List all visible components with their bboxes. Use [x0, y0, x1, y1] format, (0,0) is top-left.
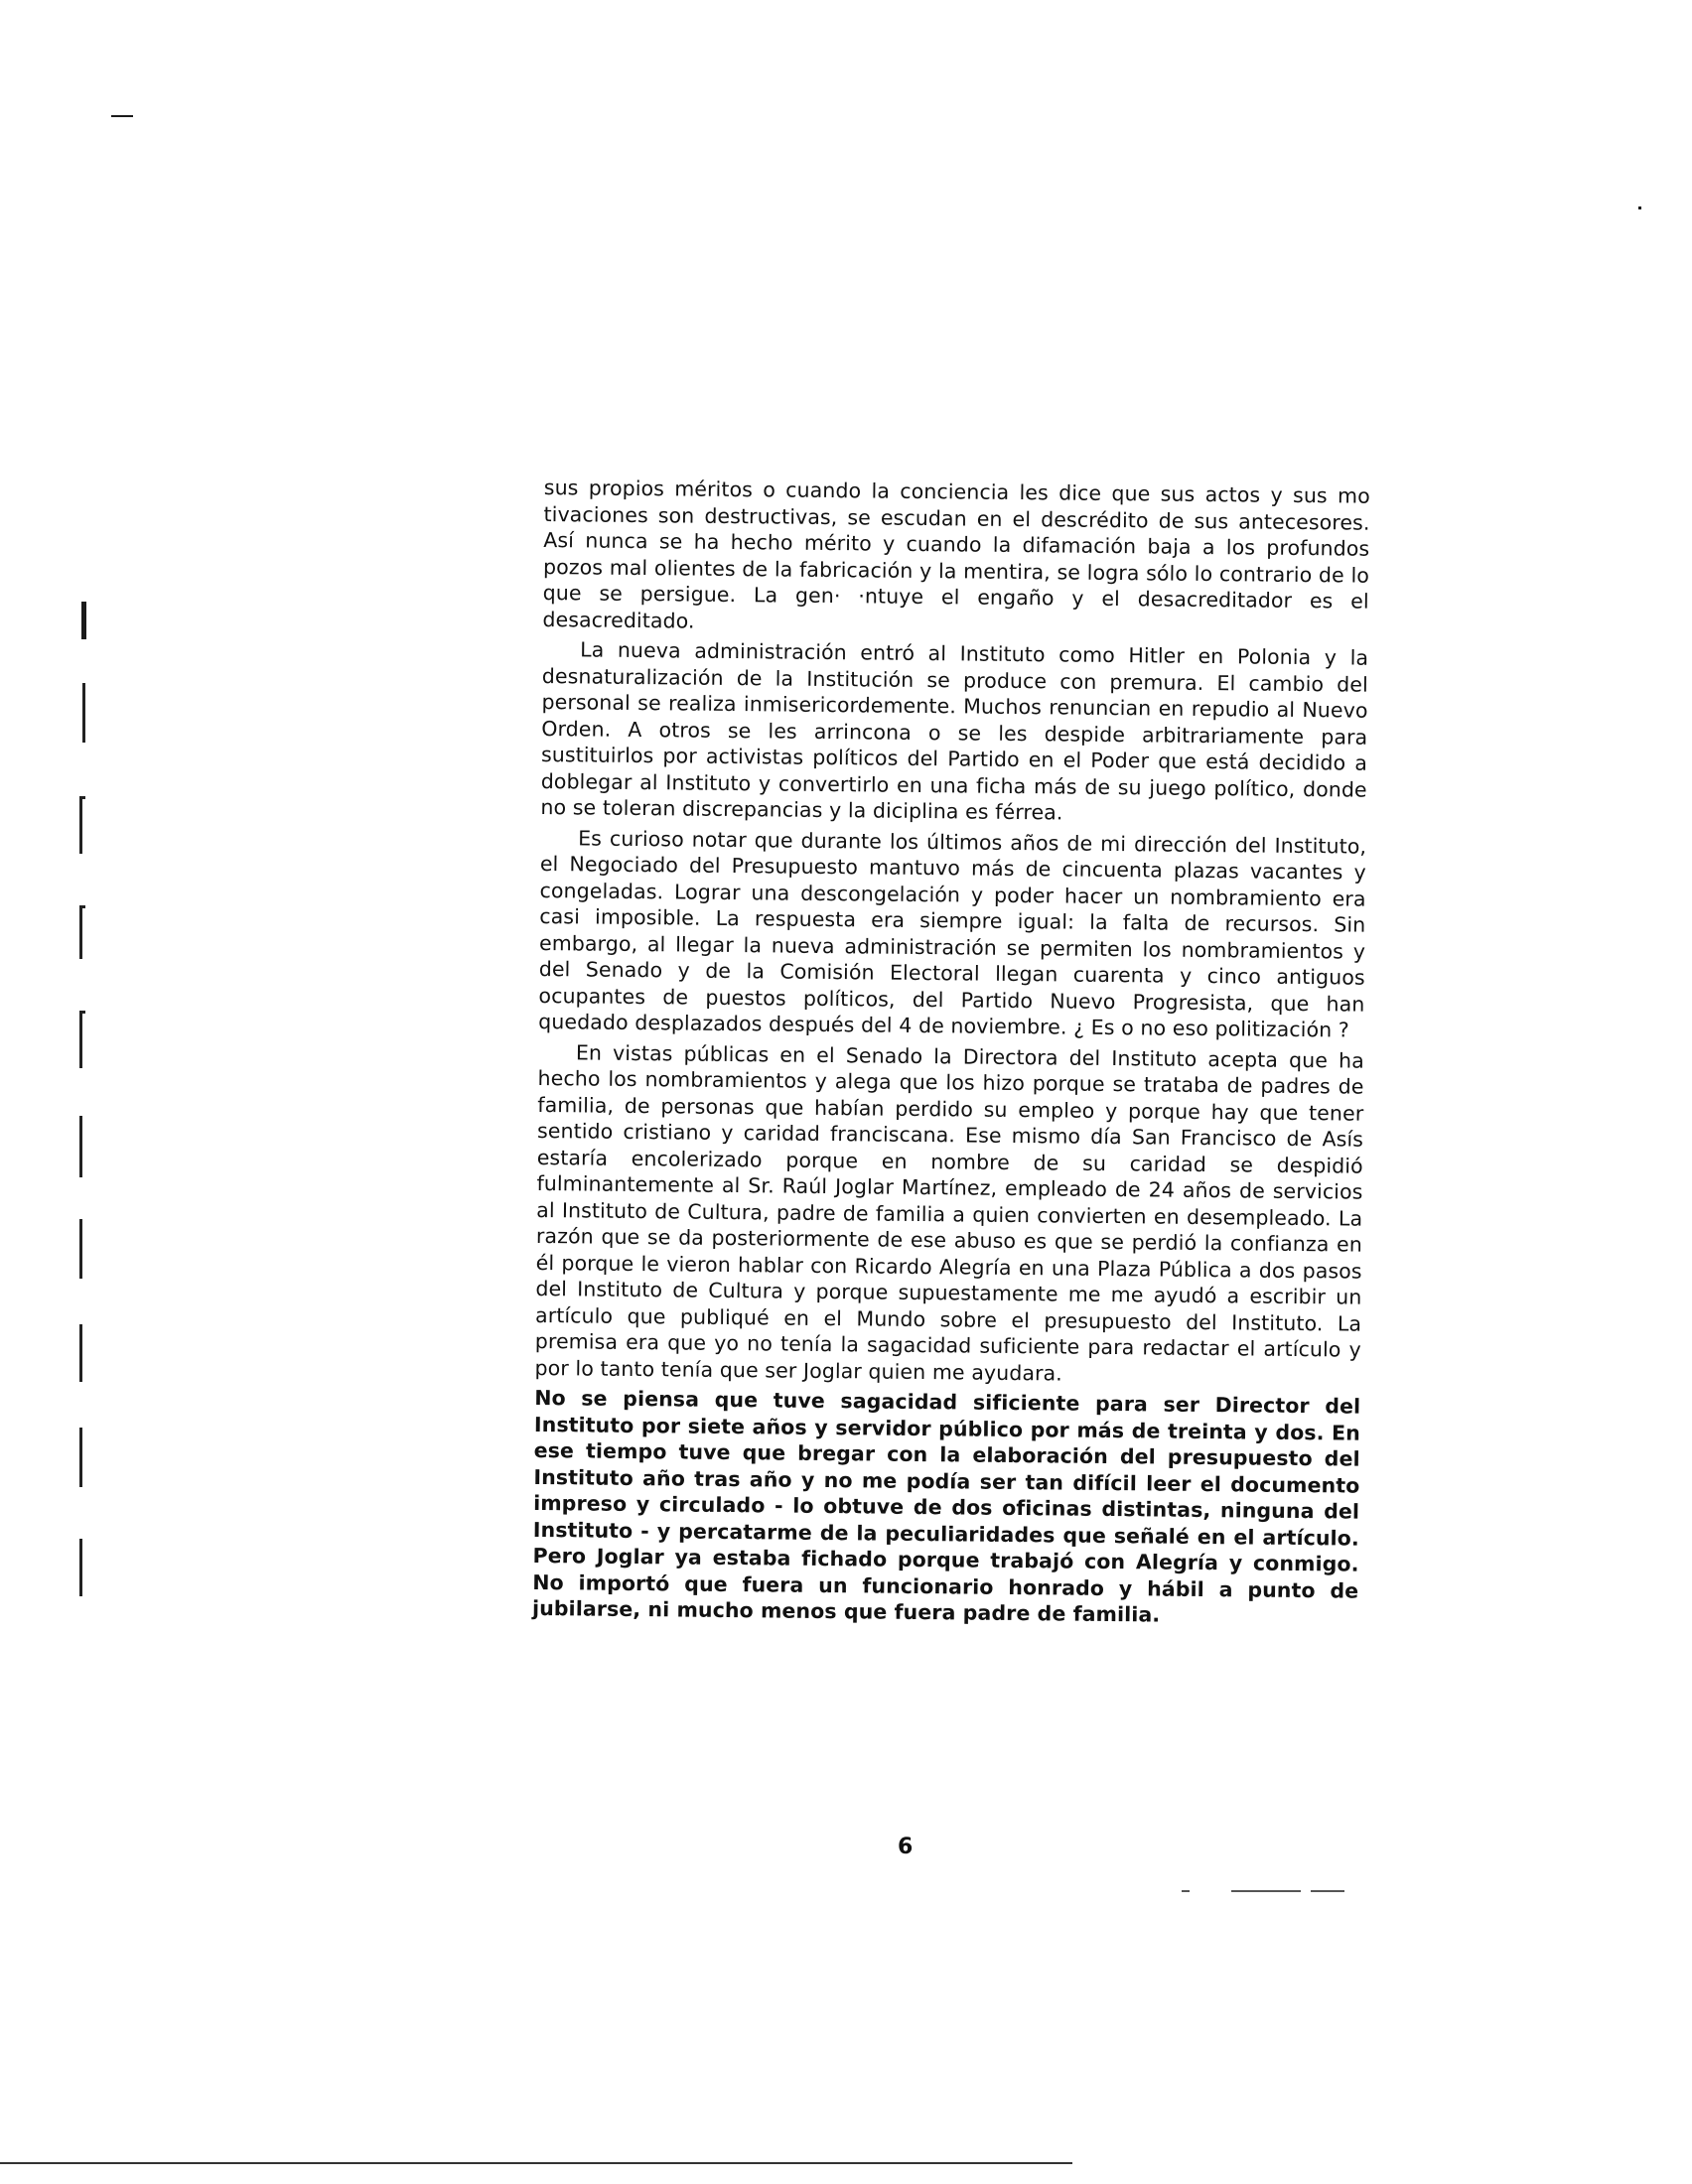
scan-dash-1	[1231, 1890, 1301, 1892]
paragraph-4: En vistas públicas en el Senado la Directora del Instituto acepta que ha hecho los nombramientos y alega que los hizo porque se trataba de padres de familia, de personas que habían perdido su empleo y porque hay que tener sentido cristiano y caridad franciscana. Ese mismo día San Francisco de Asís estaría encolerizado porque en nombre de su caridad se despidió fulminantemente al Sr. Raúl Joglar Martínez, empleado de 24 años de servicios al Instituto de Cultura, padre de familia a quien convierten en desempleado. La razón que se da posteriormente de ese abuso es que se perdió la confianza en él porque le vieron hablar con Ricardo Alegría en una Plaza Pública a dos pasos del Instituto de Cultura y porque supuestamente me me ayudó a escribir un artículo que publiqué en el Mundo sobre el presupuesto del Instituto. La premisa era que yo no tenía la sagacidad suficiente para redactar el artículo y por lo tanto tenía que ser Joglar quien me ayudara.	[534, 1039, 1364, 1386]
scan-dash-3	[1182, 1890, 1190, 1892]
page-number: 6	[898, 1835, 914, 1859]
body-text	[532, 475, 1370, 1634]
paragraph-1: sus propios méritos o cuando la conciencia les dice que sus actos y sus mo tivaciones son destructivas, se escudan en el descrédito de sus antecesores. Así nunca se ha hecho mérito y cuando la difamación baja a los profundos pozos mal olientes de la fabricación y la mentira, se logra sólo lo contrario de lo que se persigue. La gen· ·ntuye el engaño y el desacreditador es el desacreditado.	[542, 475, 1370, 633]
scan-bracket-4	[79, 1011, 86, 1068]
scan-dot-right	[1638, 206, 1641, 209]
scan-bracket-7	[79, 1324, 86, 1382]
bottom-scan-line	[0, 2162, 1072, 2164]
scan-bracket-2	[79, 796, 86, 854]
scan-bracket-1	[82, 683, 89, 743]
scan-bracket-8	[79, 1428, 86, 1487]
paragraph-3: Es curioso notar que durante los últimos años de mi dirección del Instituto, el Negociado del Presupuesto mantuvo más de cincuenta plazas vacantes y congeladas. Lograr una descongelación y poder hacer un nombramiento era casi imposible. La respuesta era siempre igual: la falta de recursos. Sin embargo, al llegar la nueva administración se permiten los nombramientos y del Senado y de la Comisión Electoral llegan cuarenta y cinco antiguos ocupantes de puestos políticos, del Partido Nuevo Progresista, que han quedado desplazados después del 4 de noviembre. ¿ Es o no eso politización ?	[538, 825, 1367, 1042]
scan-mark-left-1	[81, 602, 86, 639]
paragraph-5: No se piensa que tuve sagacidad sificiente para ser Director del Instituto por siete años y servidor público por más de treinta y dos. En ese tiempo tuve que bregar con la elaboración del presupuesto del Instituto año tras año y no me podía ser tan difícil leer el documento impreso y circulado - lo obtuve de dos oficinas distintas, ninguna del Instituto - y percatarme de la peculiaridades que señalé en el artículo. Pero Joglar ya estaba fichado porque trabajó con Alegría y conmigo. No importó que fuera un funcionario honrado y hábil a punto de jubilarse, ni mucho menos que fuera padre de familia.	[531, 1385, 1361, 1627]
scan-bracket-5	[79, 1116, 86, 1177]
scan-dash-2	[1311, 1890, 1344, 1892]
scan-mark-top	[111, 115, 133, 117]
scan-bracket-3	[79, 905, 86, 959]
scan-bracket-9	[79, 1539, 86, 1596]
scan-bracket-6	[79, 1219, 86, 1279]
paragraph-2: La nueva administración entró al Instituto como Hitler en Polonia y la desnaturalización de la Institución se produce con premura. El cambio del personal se realiza inmisericordemente. Muchos renuncian en repudio al Nuevo Orden. A otros se les arrincona o se les despide arbitrariamente para sustituirlos por activistas políticos del Partido en el Poder que está decidido a doblegar al Instituto y convertirlo en una ficha más de su juego político, donde no se toleran discrepancias y la diciplina es férrea.	[540, 637, 1369, 825]
